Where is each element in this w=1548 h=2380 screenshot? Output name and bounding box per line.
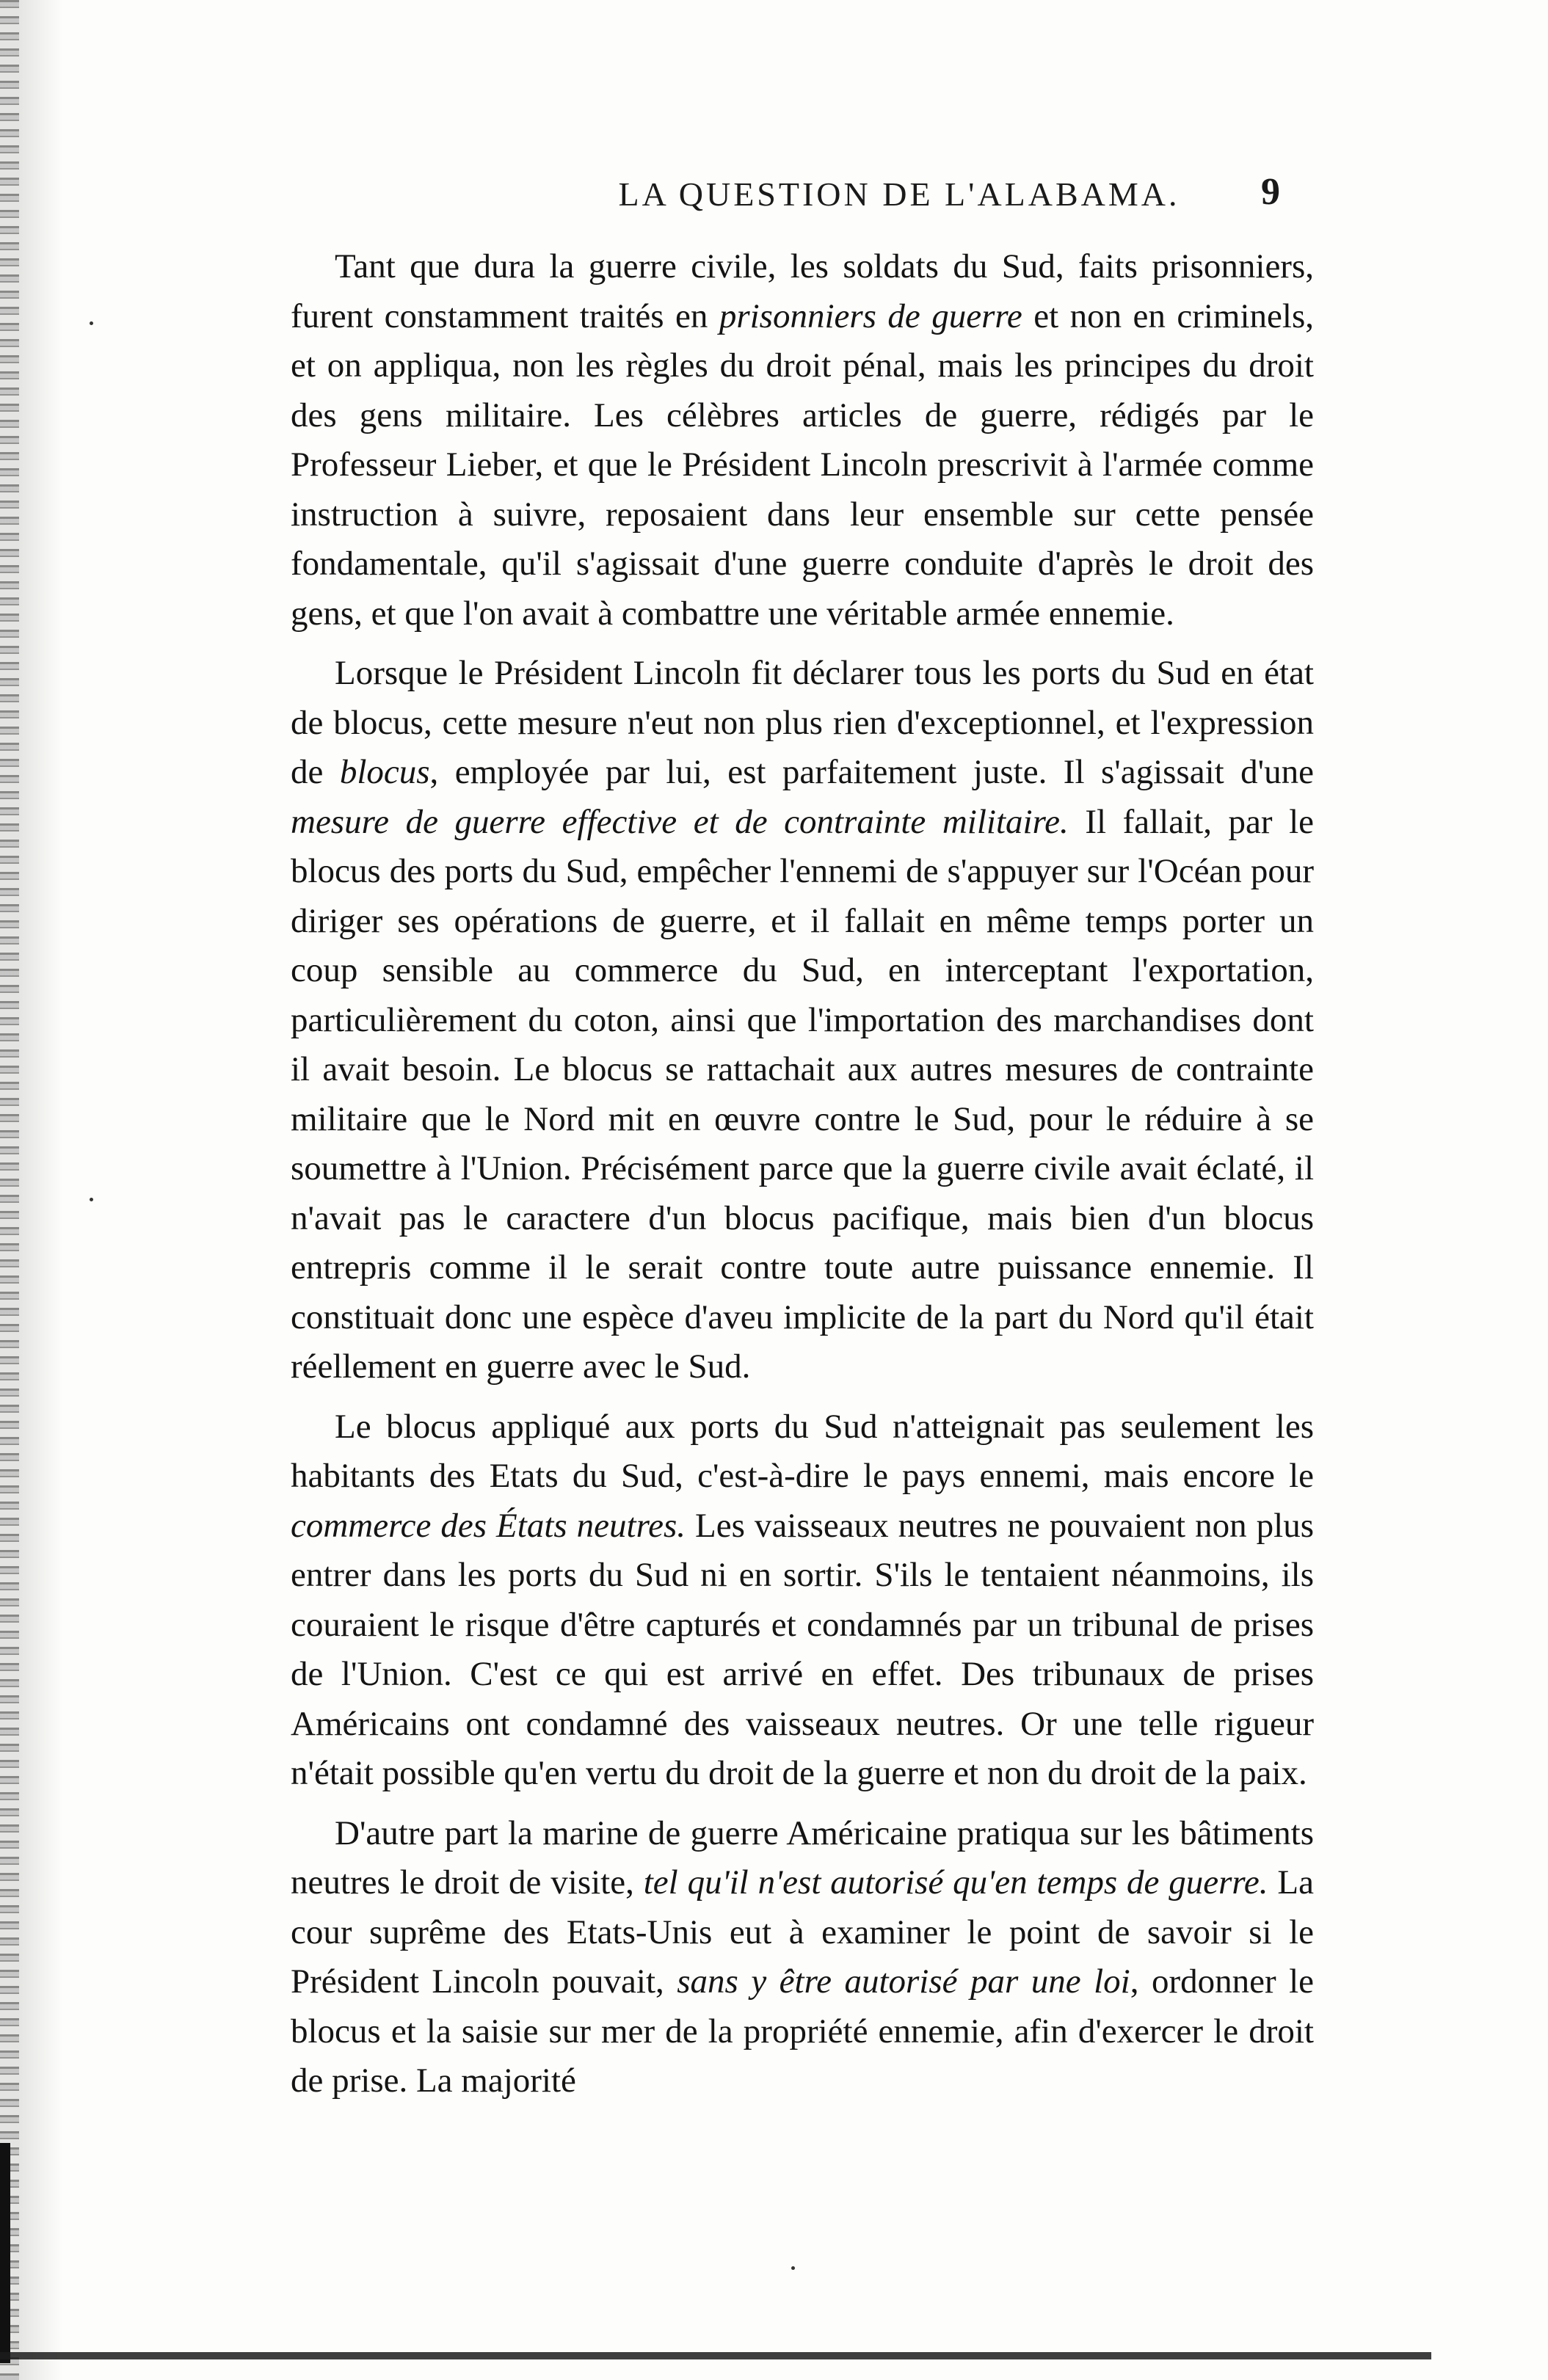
italic-text-run: mesure de guerre effective et de contrainte militaire. — [291, 802, 1069, 841]
text-run: Le blocus appliqué aux ports du Sud n'atteignait pas seulement les habitants des Etats du Sud, c'est-à-dire le pays ennemi, mais encore le — [291, 1407, 1314, 1495]
text-run: , employée par lui, est parfaitement juste. Il s'agissait d'une — [429, 753, 1314, 791]
scan-speck — [791, 2266, 795, 2270]
scan-speck — [90, 321, 93, 325]
scan-speck — [90, 1198, 93, 1201]
body-text — [291, 242, 1314, 2117]
text-run: Il fallait, par le blocus des ports du Sud, empêcher l'ennemi de s'appuyer sur l'Océan pour diriger ses opérations de guerre, et il fallait en même temps porter un coup sensible au commerce du Sud, en interceptant l'exportation, particulièrement du coton, ainsi que l'importation des marchandises dont il avait besoin. Le blocus se rattachait aux autres mesures de contrainte militaire que le Nord mit en œuvre contre le Sud, pour le réduire à se soumettre à l'Union. Précisément parce que la guerre civile avait éclaté, il n'avait pas le caractere d'un blocus pacifique, mais bien d'un blocus entrepris comme il le serait contre toute autre puissance ennemie. Il constituait donc une espèce d'aveu implicite de la part du Nord qu'il était réellement en guerre avec le Sud. — [291, 802, 1314, 1386]
scan-gutter-edge — [0, 0, 19, 2380]
scan-gutter-shadow — [19, 0, 63, 2380]
text-run: Les vaisseaux neutres ne pouvaient non plus entrer dans les ports du Sud ni en sortir. S'ils le tentaient néanmoins, ils couraient le risque d'être capturés et condamnés par un tribunal de prises de l'Union. C'est ce qui est arrivé en effet. Des tribunaux de prises Américains ont condamné des vaisseaux neutres. Or une telle rigueur n'était possible qu'en vertu du droit de la guerre et non du droit de la paix. — [291, 1506, 1314, 1792]
scan-edge-mark — [0, 2143, 10, 2363]
text-run: et non en criminels, et on appliqua, non les règles du droit pénal, mais les principes du droit des gens militaire. Les célèbres articles de guerre, rédigés par le Professeur Lieber, et que le Président Lincoln prescrivit à l'armée comme instruction à suivre, reposaient dans leur ensemble sur cette pensée fondamentale, qu'il s'agissait d'une guerre conduite d'après le droit des gens, et que l'on avait à combattre une véritable armée ennemie. — [291, 296, 1314, 633]
text-run: La cour suprême des Etats-Unis eut à examiner le point de savoir si le Président Lincoln pouvait, — [291, 1863, 1314, 2001]
paragraph — [291, 649, 1314, 1392]
text-run: Lorsque le Président Lincoln fit déclarer tous les ports du Sud en état de blocus, cette mesure n'eut non plus rien d'exceptionnel, et l'expression de — [291, 654, 1314, 791]
paragraph — [291, 1402, 1314, 1799]
italic-text-run: tel qu'il n'est autorisé qu'en temps de guerre. — [643, 1863, 1268, 1902]
running-head-title: LA QUESTION DE L'ALABAMA. — [618, 175, 1180, 213]
page-number: 9 — [1261, 171, 1280, 213]
italic-text-run: commerce des États neutres. — [291, 1506, 686, 1545]
italic-text-run: prisonniers de guerre — [719, 296, 1022, 335]
text-run: D'autre part la marine de guerre Américaine pratiqua sur les bâtiments neutres le droit de visite, — [291, 1813, 1314, 1902]
scan-bottom-edge — [0, 2352, 1431, 2359]
paragraph — [291, 1809, 1314, 2106]
italic-text-run: sans y être autorisé par une loi — [677, 1962, 1130, 2001]
paragraph — [291, 242, 1314, 638]
text-run: , ordonner le blocus et la saisie sur mer de la propriété ennemie, afin d'exercer le droit de prise. La majorité — [291, 1962, 1315, 2100]
italic-text-run: blocus — [339, 753, 430, 791]
text-run: Tant que dura la guerre civile, les soldats du Sud, faits prisonniers, furent constamment traités en — [291, 247, 1314, 335]
